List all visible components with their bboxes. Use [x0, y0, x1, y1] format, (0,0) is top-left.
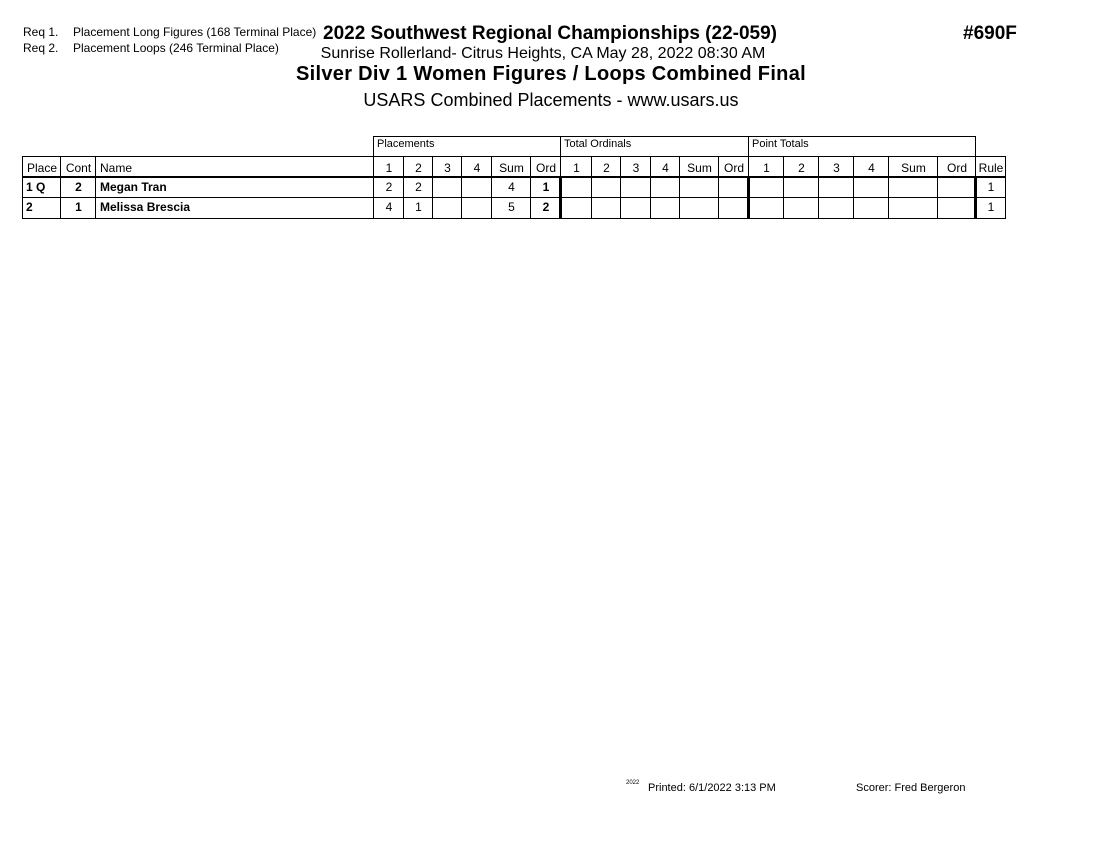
column-header: 1	[560, 156, 592, 177]
group-header-total-ordinals: Total Ordinals	[560, 136, 749, 156]
table-cell	[818, 177, 854, 198]
venue-date-line: Sunrise Rollerland- Citrus Heights, CA May 28, 2022 08:30 AM	[320, 45, 766, 62]
column-header: 2	[403, 156, 433, 177]
scorer-name: Scorer: Fred Bergeron	[856, 782, 966, 794]
requirement-2-number: Req 2.	[23, 41, 59, 55]
table-cell	[853, 177, 889, 198]
table-cell: 2	[403, 177, 433, 198]
column-header: 4	[650, 156, 680, 177]
printed-timestamp: Printed: 6/1/2022 3:13 PM	[648, 782, 776, 794]
table-cell: 1	[60, 197, 96, 218]
table-cell	[888, 197, 938, 218]
table-cell: 2	[530, 197, 561, 218]
group-separator-2	[747, 176, 750, 219]
table-cell: Megan Tran	[95, 177, 374, 198]
requirement-2-text: Placement Loops (246 Terminal Place)	[73, 41, 279, 55]
table-cell	[650, 197, 680, 218]
group-header-point-totals: Point Totals	[748, 136, 976, 156]
header-divider	[22, 176, 1006, 178]
table-right-border	[1005, 156, 1006, 219]
requirement-1-text: Placement Long Figures (168 Terminal Place)	[73, 25, 317, 39]
table-cell	[888, 177, 938, 198]
table-cell: 1	[403, 197, 433, 218]
table-cell	[818, 197, 854, 218]
column-header: Place	[22, 156, 61, 177]
column-header: Ord	[937, 156, 976, 177]
column-header: 3	[620, 156, 651, 177]
column-header: Cont	[60, 156, 96, 177]
table-cell: 1	[975, 177, 1006, 198]
table-cell	[783, 197, 819, 218]
table-cell	[679, 177, 719, 198]
column-header: 3	[818, 156, 854, 177]
table-cell: 4	[491, 177, 531, 198]
table-cell	[432, 177, 462, 198]
table-cell	[620, 197, 651, 218]
table-cell: Melissa Brescia	[95, 197, 374, 218]
table-cell	[748, 197, 784, 218]
table-cell: 2	[60, 177, 96, 198]
table-cell	[591, 177, 621, 198]
table-cell: 1	[530, 177, 561, 198]
event-title: 2022 Southwest Regional Championships (22-059)	[323, 23, 777, 44]
column-header: Sum	[679, 156, 719, 177]
table-cell	[853, 197, 889, 218]
event-number: #690F	[963, 23, 1017, 44]
column-header: Rule	[975, 156, 1006, 177]
event-name: Silver Div 1 Women Figures / Loops Combined Final	[296, 63, 806, 85]
table-cell	[461, 177, 492, 198]
column-header: 2	[783, 156, 819, 177]
column-header: Name	[95, 156, 374, 177]
table-cell	[650, 177, 680, 198]
group-separator-3	[974, 176, 977, 219]
table-cell	[461, 197, 492, 218]
column-header: Sum	[888, 156, 938, 177]
column-header: Ord	[530, 156, 561, 177]
column-header: 1	[373, 156, 404, 177]
column-header: Ord	[718, 156, 749, 177]
table-cell	[937, 197, 976, 218]
column-header: 3	[432, 156, 462, 177]
column-header: 1	[748, 156, 784, 177]
column-header: 2	[591, 156, 621, 177]
table-cell: 5	[491, 197, 531, 218]
table-cell	[718, 177, 749, 198]
table-cell: 1	[975, 197, 1006, 218]
table-cell: 2	[22, 197, 61, 218]
table-cell	[620, 177, 651, 198]
requirement-1-number: Req 1.	[23, 25, 59, 39]
table-bottom-border	[22, 218, 1006, 219]
table-cell	[783, 177, 819, 198]
table-cell	[748, 177, 784, 198]
table-cell	[679, 197, 719, 218]
column-header: 4	[461, 156, 492, 177]
table-cell	[718, 197, 749, 218]
column-header: 4	[853, 156, 889, 177]
table-cell	[591, 197, 621, 218]
table-cell	[432, 197, 462, 218]
table-cell	[560, 177, 592, 198]
table-cell	[937, 177, 976, 198]
table-cell: 1 Q	[22, 177, 61, 198]
event-subtitle: USARS Combined Placements - www.usars.us	[363, 90, 739, 110]
group-separator-1	[559, 176, 562, 219]
printed-mark: 2022	[626, 780, 640, 786]
table-cell: 2	[373, 177, 404, 198]
table-cell	[560, 197, 592, 218]
column-header: Sum	[491, 156, 531, 177]
group-header-placements: Placements	[373, 136, 561, 156]
table-cell: 4	[373, 197, 404, 218]
